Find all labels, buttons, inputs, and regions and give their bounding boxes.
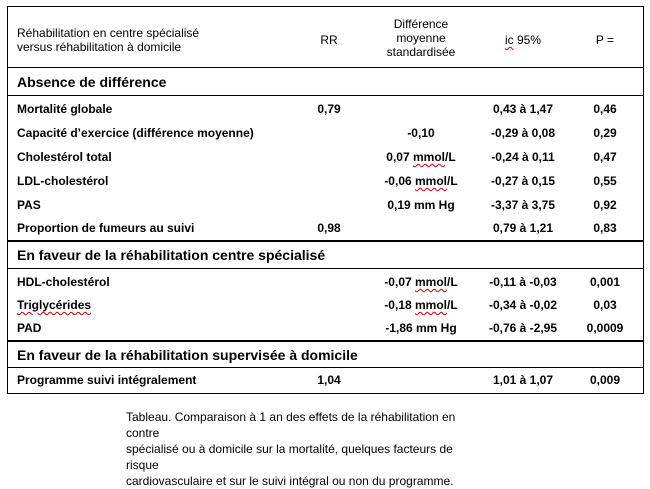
row-dms: -0,10	[407, 126, 435, 140]
row-ic: 1,01 à 1,07	[492, 373, 554, 387]
row-p: 0,0009	[586, 321, 624, 335]
caption-line2: spécialisé ou à domicile sur la mortalité, quelques facteurs de risque	[126, 442, 453, 472]
row-ic: 0,79 à 1,21	[492, 221, 554, 235]
header-rr: RR	[320, 33, 338, 47]
row-dms-unit: mmol	[415, 174, 448, 188]
row-ic: 0,43 à 1,47	[492, 102, 554, 116]
row-dms-tail: /L	[447, 275, 458, 289]
divider	[8, 240, 643, 242]
row-label: Cholestérol total	[17, 150, 112, 164]
row-p: 0,83	[593, 221, 617, 235]
row-label: HDL-cholestérol	[17, 275, 110, 289]
row-label	[17, 298, 91, 312]
row-dms-unit: mmol	[415, 275, 448, 289]
section-title: En faveur de la réhabilitation centre spécialisé	[17, 247, 326, 263]
row-p: 0,001	[589, 275, 621, 289]
header-dms	[366, 17, 476, 59]
divider	[8, 95, 643, 96]
divider	[8, 340, 643, 342]
caption-line3: cardiovasculaire et sur le suivi intégral ou non du programme.	[126, 474, 454, 488]
row-ic: -3,37 à 3,75	[490, 198, 556, 212]
row-rr: 0,98	[317, 221, 341, 235]
row-dms	[366, 275, 476, 289]
row-label-text: Triglycérides	[17, 298, 92, 312]
row-ic: -0,11 à -0,03	[489, 275, 557, 289]
row-label: PAS	[17, 198, 41, 212]
divider	[8, 367, 643, 368]
header-ic-suffix: 95%	[513, 33, 542, 47]
row-dms	[366, 150, 476, 164]
divider	[8, 268, 643, 269]
row-ic: -0,34 à -0,02	[488, 298, 558, 312]
row-dms-num: -0,18	[384, 298, 415, 312]
row-dms: 0,19 mm Hg	[387, 198, 455, 212]
header-dms-line1: Différence	[393, 17, 449, 31]
section-title: Absence de différence	[17, 74, 167, 90]
header-label-line1: Réhabilitation en centre spécialisé	[17, 26, 200, 40]
row-dms-unit: mmol	[413, 150, 446, 164]
row-dms	[366, 298, 476, 312]
header-ic	[473, 33, 573, 47]
row-p: 0,29	[593, 126, 617, 140]
row-dms-tail: /L	[447, 174, 458, 188]
row-p: 0,009	[589, 373, 621, 387]
divider	[8, 67, 643, 68]
row-ic: -0,24 à 0,11	[491, 150, 555, 164]
row-label: Proportion de fumeurs au suivi	[17, 221, 195, 235]
row-label: Mortalité globale	[17, 102, 113, 116]
row-dms-num: -0,06	[384, 174, 415, 188]
row-ic: -0,76 à -2,95	[488, 321, 558, 335]
table-caption	[126, 409, 486, 489]
header-label-line2: versus réhabilitation à domicile	[17, 40, 182, 54]
header-p: P =	[595, 33, 615, 47]
row-dms-num: -0,07	[384, 275, 415, 289]
row-p: 0,03	[593, 298, 617, 312]
caption-line1: Tableau. Comparaison à 1 an des effets de la réhabilitation en contre	[126, 410, 456, 440]
row-label: LDL-cholestérol	[17, 174, 109, 188]
row-p: 0,47	[593, 150, 617, 164]
row-p: 0,92	[593, 198, 617, 212]
row-p: 0,46	[593, 102, 617, 116]
header-dms-line2: moyenne	[396, 31, 446, 45]
row-dms-tail: /L	[445, 150, 456, 164]
row-dms-unit: mmol	[415, 298, 448, 312]
row-ic: -0,27 à 0,15	[490, 174, 556, 188]
row-dms-tail: /L	[447, 298, 458, 312]
comparison-table	[7, 6, 644, 394]
row-label: Programme suivi intégralement	[17, 373, 197, 387]
row-dms	[366, 174, 476, 188]
header-dms-line3: standardisée	[386, 45, 456, 59]
row-label: Capacité d’exercice (différence moyenne)	[17, 126, 254, 140]
row-label: PAD	[17, 321, 42, 335]
row-dms-num: 0,07	[386, 150, 413, 164]
row-rr: 0,79	[317, 102, 341, 116]
row-ic: -0,29 à 0,08	[490, 126, 556, 140]
row-rr: 1,04	[317, 373, 341, 387]
row-dms: -1,86 mm Hg	[385, 321, 457, 335]
row-p: 0,55	[593, 174, 617, 188]
header-label	[17, 26, 199, 54]
section-title: En faveur de la réhabilitation supervisée à domicile	[17, 347, 358, 363]
header-ic-prefix: ic	[504, 33, 514, 47]
